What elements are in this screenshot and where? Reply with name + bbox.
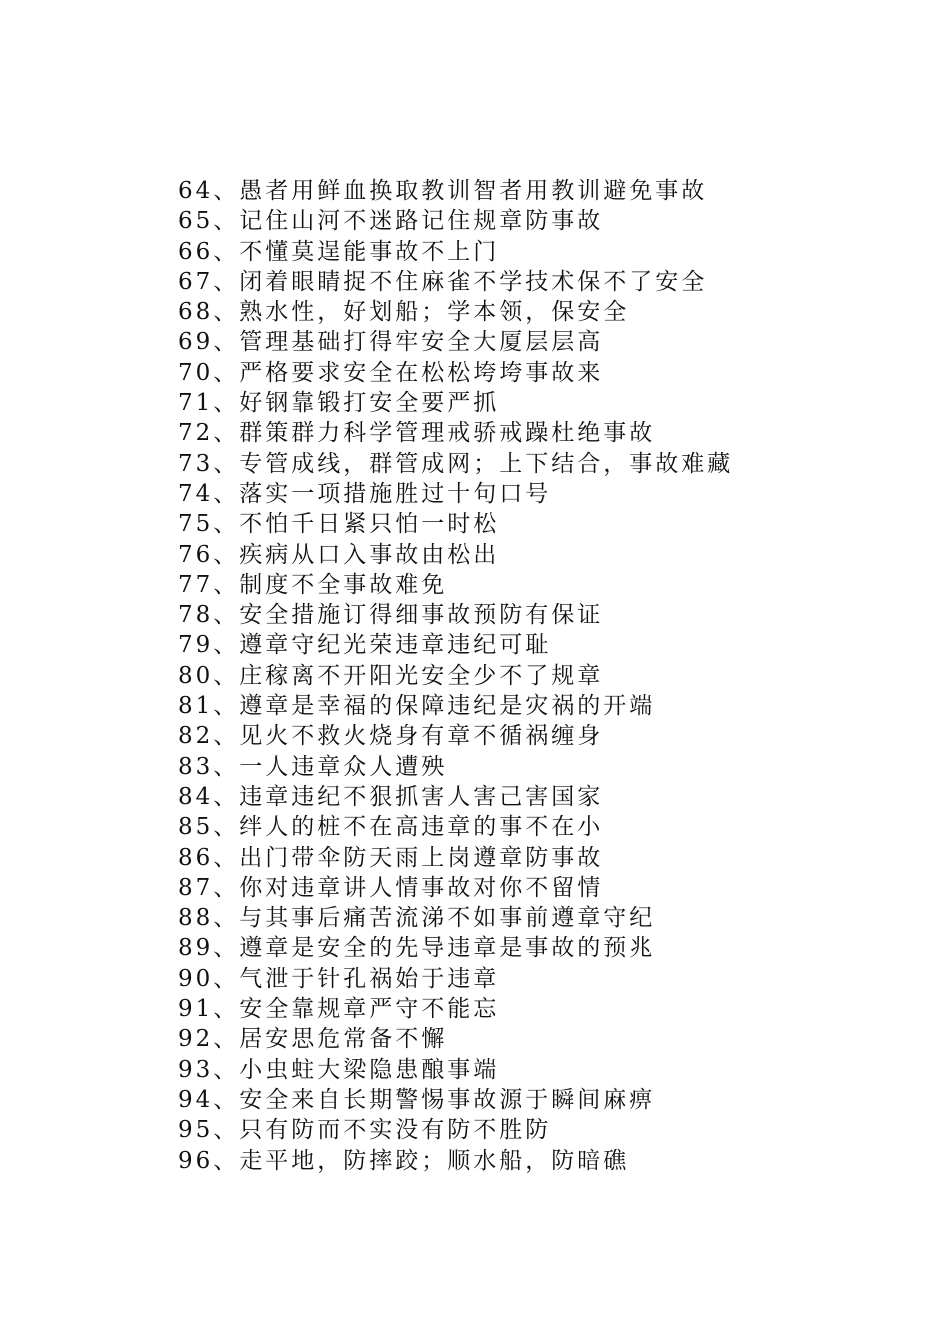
list-item: 82、见火不救火烧身有章不循祸缠身 bbox=[178, 723, 604, 750]
list-item: 76、疾病从口入事故由松出 bbox=[178, 541, 500, 568]
list-item: 84、违章违纪不狠抓害人害己害国家 bbox=[178, 783, 604, 810]
list-item: 74、落实一项措施胜过十句口号 bbox=[178, 480, 552, 507]
list-item: 85、绊人的桩不在高违章的事不在小 bbox=[178, 814, 604, 841]
list-item: 65、记住山河不迷路记住规章防事故 bbox=[178, 208, 604, 235]
list-item: 90、气泄于针孔祸始于违章 bbox=[178, 965, 500, 992]
list-item: 80、庄稼离不开阳光安全少不了规章 bbox=[178, 662, 604, 689]
list-item: 79、遵章守纪光荣违章违纪可耻 bbox=[178, 632, 552, 659]
list-item: 95、只有防而不实没有防不胜防 bbox=[178, 1117, 552, 1144]
list-item: 70、严格要求安全在松松垮垮事故来 bbox=[178, 359, 604, 386]
list-item: 93、小虫蛀大梁隐患酿事端 bbox=[178, 1056, 500, 1083]
list-item: 71、好钢靠锻打安全要严抓 bbox=[178, 390, 500, 417]
list-item: 81、遵章是幸福的保障违纪是灾祸的开端 bbox=[178, 693, 656, 720]
list-item: 83、一人违章众人遭殃 bbox=[178, 753, 448, 780]
list-item: 92、居安思危常备不懈 bbox=[178, 1026, 448, 1053]
list-item: 89、遵章是安全的先导违章是事故的预兆 bbox=[178, 935, 656, 962]
list-item: 67、闭着眼睛捉不住麻雀不学技术保不了安全 bbox=[178, 268, 708, 295]
list-item: 96、走平地，防摔跤；顺水船，防暗礁 bbox=[178, 1147, 630, 1174]
list-item: 91、安全靠规章严守不能忘 bbox=[178, 996, 500, 1023]
list-item: 77、制度不全事故难免 bbox=[178, 571, 448, 598]
list-item: 86、出门带伞防天雨上岗遵章防事故 bbox=[178, 844, 604, 871]
list-item: 72、群策群力科学管理戒骄戒躁杜绝事故 bbox=[178, 420, 656, 447]
list-item: 69、管理基础打得牢安全大厦层层高 bbox=[178, 329, 604, 356]
slogan-list bbox=[178, 176, 733, 1176]
list-item: 75、不怕千日紧只怕一时松 bbox=[178, 511, 500, 538]
list-item: 73、专管成线，群管成网；上下结合，事故难藏 bbox=[178, 450, 734, 477]
list-item: 78、安全措施订得细事故预防有保证 bbox=[178, 602, 604, 629]
list-item: 68、熟水性，好划船；学本领，保安全 bbox=[178, 299, 630, 326]
list-item: 94、安全来自长期警惕事故源于瞬间麻痹 bbox=[178, 1086, 656, 1113]
list-item: 64、愚者用鲜血换取教训智者用教训避免事故 bbox=[178, 178, 708, 204]
list-item: 66、不懂莫逞能事故不上门 bbox=[178, 238, 500, 265]
list-item: 87、你对违章讲人情事故对你不留情 bbox=[178, 874, 604, 901]
list-item: 88、与其事后痛苦流涕不如事前遵章守纪 bbox=[178, 905, 656, 932]
